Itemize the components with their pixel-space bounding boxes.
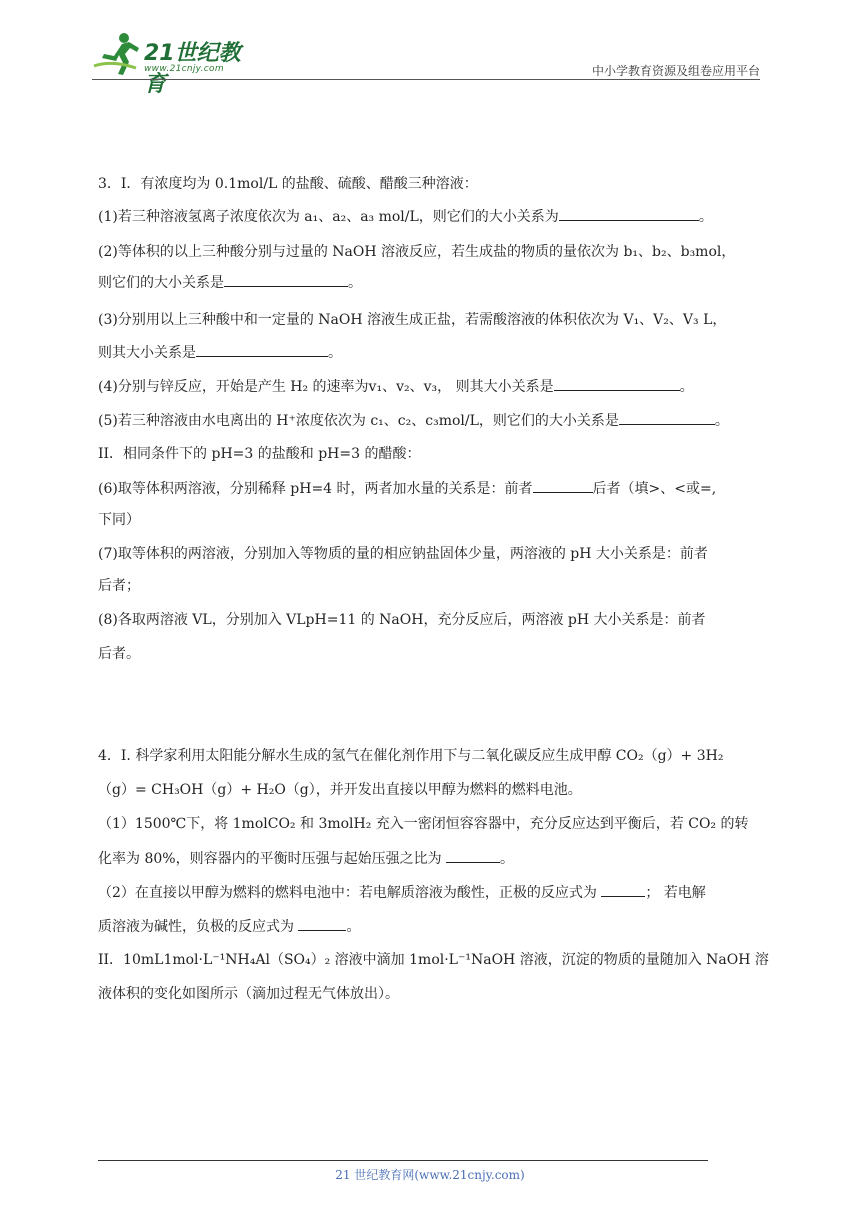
- q4-line1: 4．I. 科学家利用太阳能分解水生成的氢气在催化剂作用下与二氧化碳反应生成甲醇 CO₂（g）+ 3H₂: [98, 748, 724, 764]
- q4-line8: 液体积的变化如图所示（滴加过程无气体放出）。: [98, 986, 399, 1002]
- answer-blank[interactable]: [559, 206, 699, 221]
- q4-line5-text2: ； 若电解: [645, 885, 706, 901]
- q3-part6-line2: 下同）: [98, 512, 140, 528]
- q3-part6-text2: 后者（填>、<或=,: [592, 481, 717, 497]
- q4-line4-text: 化率为 80%，则容器内的平衡时压强与起始压强之比为: [98, 851, 447, 867]
- q3-part6-text: (6)取等体积两溶液，分别稀释 pH=4 时，两者加水量的关系是：前者: [98, 481, 533, 497]
- q3-part2-line1: (2)等体积的以上三种酸分别与过量的 NaOH 溶液反应，若生成盐的物质的量依次为 b₁、b₂、b₃mol，: [98, 244, 736, 260]
- q4-line6-text: 质溶液为碱性，负极的反应式为: [98, 919, 299, 935]
- period: 。: [346, 919, 361, 935]
- period: 。: [698, 209, 713, 225]
- q3-part8-line1: (8)各取两溶液 VL，分别加入 VLpH=11 的 NaOH，充分反应后，两溶液 pH 大小关系是：前者: [98, 612, 706, 628]
- q3-part5-text: (5)若三种溶液由水电离出的 H⁺浓度依次为 c₁、c₂、c₃mol/L，则它们的大小关系是: [98, 413, 619, 429]
- logo-url: www.21cnjy.com: [144, 64, 224, 74]
- logo-text: 21世纪教育: [144, 41, 241, 97]
- q4-line7: II．10mL1mol·L⁻¹NH₄Al（SO₄）₂ 溶液中滴加 1mol·L⁻¹NaOH 溶液，沉淀的物质的量随加入 NaOH 溶: [98, 952, 769, 968]
- header-divider: [92, 79, 760, 80]
- period: 。: [348, 275, 362, 291]
- q3-part-ii-intro: II．相同条件下的 pH=3 的盐酸和 pH=3 的醋酸：: [98, 446, 421, 462]
- q4-line5-text: （2）在直接以甲醇为燃料的燃料电池中：若电解质溶液为酸性，正极的反应式为: [98, 885, 602, 901]
- q4-line3: （1）1500℃下，将 1molCO₂ 和 3molH₂ 充入一密闭恒容容器中，充分反应达到平衡后，若 CO₂ 的转: [98, 816, 749, 832]
- footer-divider: [98, 1160, 708, 1161]
- q4-line4: [98, 848, 514, 869]
- footer-link[interactable]: 21 世纪教育网(www.21cnjy.com): [335, 1168, 525, 1182]
- q4-line2: （g）= CH₃OH（g）+ H₂O（g），并开发出直接以甲醇为燃料的燃料电池。: [98, 782, 582, 798]
- q3-part1: [98, 206, 713, 227]
- answer-blank[interactable]: [298, 916, 346, 931]
- answer-blank[interactable]: [619, 410, 715, 425]
- q4-line5: [98, 882, 706, 903]
- q3-part5: [98, 410, 729, 431]
- q3-part2-text: 则它们的大小关系是: [98, 275, 224, 291]
- q3-intro: 3．I．有浓度均为 0.1mol/L 的盐酸、硫酸、醋酸三种溶液：: [98, 176, 478, 192]
- period: 。: [714, 413, 729, 429]
- q3-part1-text: (1)若三种溶液氢离子浓度依次为 a₁、a₂、a₃ mol/L，则它们的大小关系为: [98, 209, 559, 225]
- q3-part3-line1: (3)分别用以上三种酸中和一定量的 NaOH 溶液生成正盐，若需酸溶液的体积依次为 V₁、V₂、V₃ L，: [98, 312, 727, 328]
- site-logo[interactable]: [92, 30, 262, 97]
- q4-line6: [98, 916, 360, 937]
- period: 。: [500, 851, 515, 867]
- period: 。: [328, 345, 342, 361]
- answer-blank[interactable]: [533, 478, 593, 493]
- answer-blank[interactable]: [196, 342, 328, 357]
- q3-part7-line2: 后者；: [98, 578, 140, 594]
- page-header: [0, 0, 860, 97]
- answer-blank[interactable]: [224, 272, 348, 287]
- q3-part2-line2: [98, 272, 362, 293]
- platform-title: 中小学教育资源及组卷应用平台: [591, 64, 760, 78]
- q3-part4-text: (4)分别与锌反应，开始是产生 H₂ 的速率为v₁、v₂、v₃， 则其大小关系是: [98, 379, 554, 395]
- q3-part3-line2: [98, 342, 342, 363]
- q3-part6-line1: [98, 478, 716, 499]
- answer-blank[interactable]: [446, 848, 500, 863]
- q3-part4: [98, 376, 694, 397]
- answer-blank[interactable]: [601, 882, 645, 897]
- period: 。: [679, 379, 694, 395]
- runner-logo-icon: [92, 30, 142, 76]
- q3-part3-text: 则其大小关系是: [98, 345, 196, 361]
- answer-blank[interactable]: [554, 376, 680, 391]
- q3-part8-line2: 后者。: [98, 646, 140, 662]
- q3-part7-line1: (7)取等体积的两溶液，分别加入等物质的量的相应钠盐固体少量，两溶液的 pH 大小关系是：前者: [98, 546, 708, 562]
